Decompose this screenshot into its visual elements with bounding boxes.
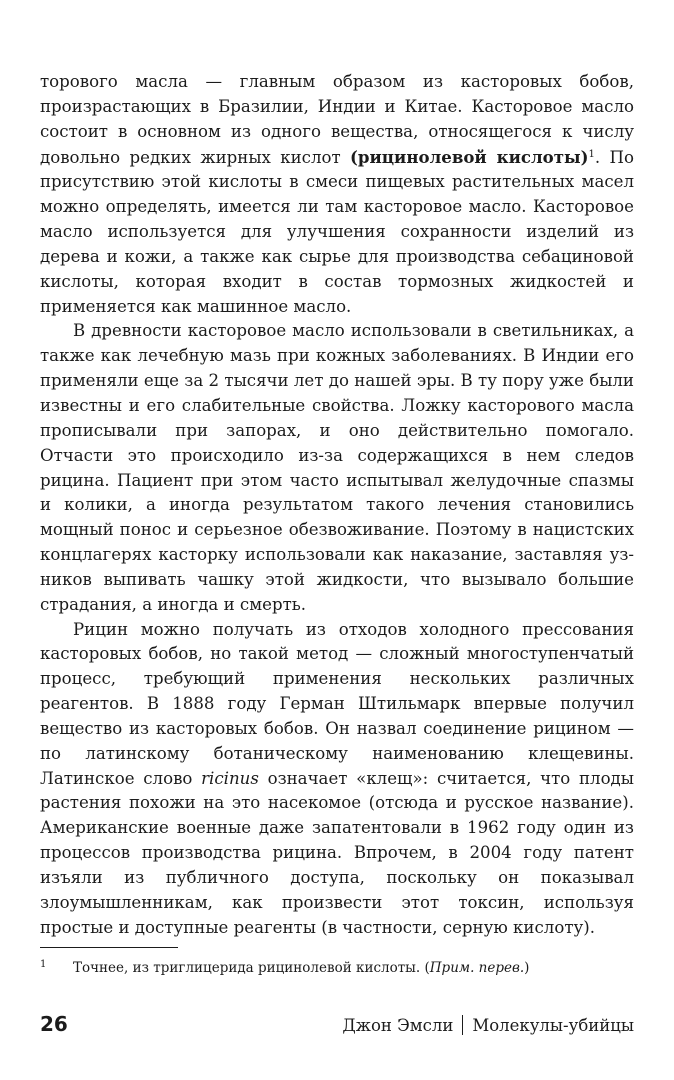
paragraph-1-part-a: торового масла — главным образом из касторовых бобов, произрастающих в Бразилии, Индии и Китае. Касторовое масло состоит в основном из одного вещества, относящегося к числу довольно редких жирных кислот: [40, 72, 634, 167]
paragraph-2: В древности касторовое масло использовали в светильниках, а также как лечебную мазь при кожных заболеваниях. В Индии его применяли еще за 2 тысячи лет до нашей эры. В ту пору уже были известны и его слабительные свойства. Ложку касторового масла прописывали при запорах, и оно действительно помогало. Отчасти это происходило из-за содержащихся в нем следов рицина. Пациент при этом часто испытывал желудочные спазмы и колики, а иногда результатом такого лечения становились мощный понос и серьезное обезвоживание. Поэтому в нацистских концлагерях касторку использовали как наказание, заставляя узников выпивать чашку этой жидкости, что вызывало большие страдания, а иногда и смерть.: [40, 321, 634, 614]
running-footer: [342, 1015, 634, 1035]
paragraph-3: [40, 618, 634, 941]
latin-term: ricinus: [201, 768, 259, 788]
page-number: 26: [40, 1012, 68, 1036]
footnote-text: Точнее, из триглицерида рицинолевой кислоты. (: [73, 960, 430, 976]
body-text: [40, 70, 634, 941]
paragraph-1: [40, 70, 634, 319]
translator-note: Прим. перев.: [429, 960, 525, 976]
author-name: Джон Эмсли: [342, 1016, 454, 1035]
footnote-body: [73, 959, 529, 977]
book-title: Молекулы-убийцы: [472, 1016, 634, 1035]
paragraph-1-part-c: . По присутствию этой кислоты в смеси пищевых растительных масел можно определять, имеется ли там касторовое масло. Касторовое масло используется для улучшения сохранности изделий из дерева и кожи, а также как сырье для производства себациновой кислоты, которая входит в состав тормозных жидкостей и применяется как машинное масло.: [40, 147, 634, 316]
footnote-close: ): [524, 960, 530, 976]
footer-separator: [462, 1015, 463, 1035]
ricinoleic-acid-term: (рицинолевой кислоты): [350, 146, 589, 167]
footnote-mark: 1: [40, 959, 47, 970]
paragraph-3-part-b: означает «клещ»: считается, что плоды растения похожи на это насекомое (отсюда и русское название). Американские военные даже запатентовали в 1962 году один из процессов производства рицина. Впрочем, в 2004 году патент изъяли из публичного доступа, поскольку он показывал злоумышленникам, как произвести этот токсин, используя простые и доступные реагенты (в частности, серную кислоту).: [40, 768, 634, 937]
paragraph-3-part-a: Рицин можно получать из отходов холодного прессования касторовых бобов, но такой метод — сложный многоступенчатый процесс, требующий применения нескольких различных реагентов. В 1888 году Герман Штильмарк впервые получил вещество из касторовых бобов. Он назвал соединение рицином — по латинскому ботаническому наименованию клещевины. Латинское слово: [40, 619, 634, 788]
footnote-reference: 1: [588, 148, 595, 160]
footnote-divider: [40, 947, 178, 948]
